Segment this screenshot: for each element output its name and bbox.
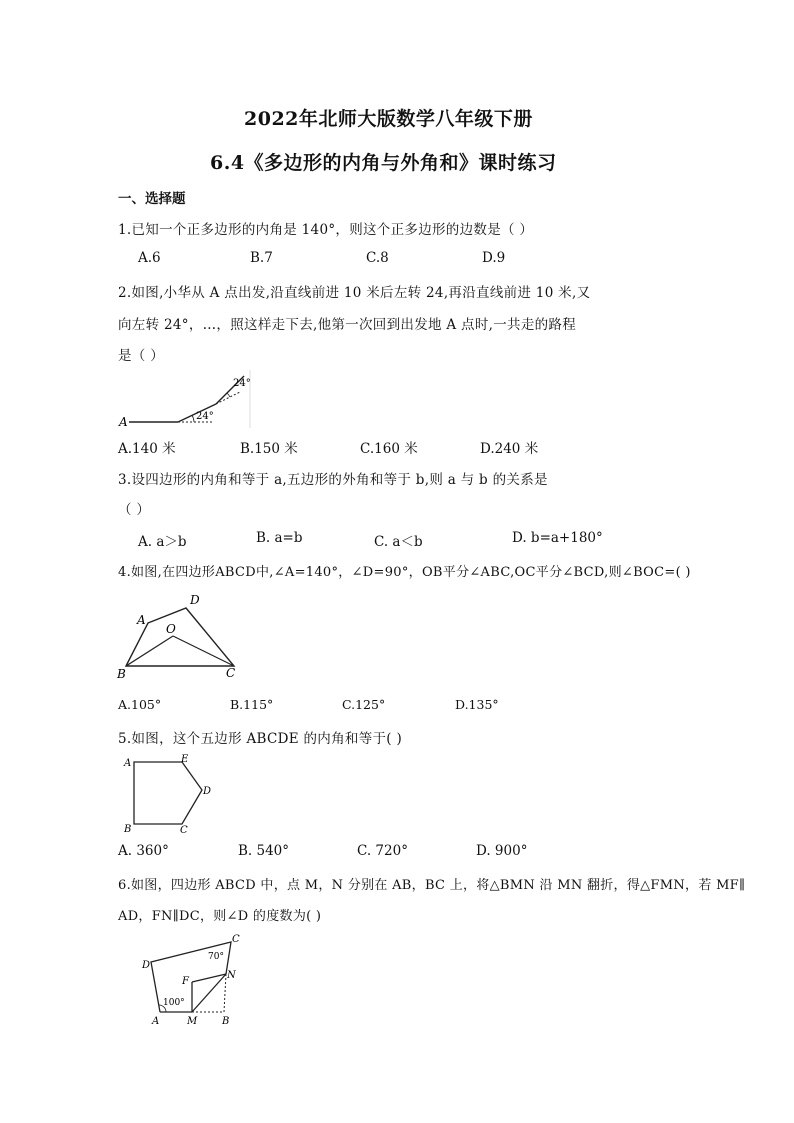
q6-angle-a-label: 100°: [163, 998, 185, 1008]
lesson-title: 6.4《多边形的内角与外角和》课时练习: [210, 152, 557, 174]
q2-option-b: B.150 米: [240, 441, 298, 457]
q2-option-d: D.240 米: [480, 441, 539, 457]
q2-option-c: C.160 米: [360, 441, 418, 457]
document-title: 2022年北师大版数学八年级下册: [244, 108, 533, 130]
q5-point-a-label: A: [124, 758, 132, 769]
q6-fold-figure: [136, 932, 256, 1028]
q3-option-a: A. a＞b: [138, 534, 187, 550]
q6-point-f-label: F: [182, 976, 189, 987]
q5-point-e-label: E: [181, 754, 189, 765]
q6-point-n-label: N: [227, 970, 236, 981]
q5-point-c-label: C: [180, 825, 188, 836]
q1-option-c: C.8: [366, 250, 389, 266]
q4-point-b-label: B: [117, 667, 126, 680]
q5-pentagon-figure: [120, 752, 220, 836]
question-5-text: 5.如图，这个五边形 ABCDE 的内角和等于( ): [118, 731, 403, 747]
q4-point-o-label: O: [166, 622, 176, 636]
q6-angle-c-label: 70°: [208, 952, 224, 962]
question-6-line-2: AD，FN∥DC，则∠D 的度数为( ): [118, 909, 322, 924]
q3-option-b: B. a=b: [256, 530, 303, 546]
question-4-text: 4.如图,在四边形ABCD中,∠A=140°，∠D=90°，OB平分∠ABC,OC平分∠BCD,则∠BOC=( ): [118, 565, 691, 580]
q6-point-b-label: B: [222, 1016, 230, 1027]
q2-point-a-label: A: [119, 415, 128, 429]
q6-point-c-label: C: [232, 934, 240, 945]
q5-option-d: D. 900°: [476, 843, 528, 859]
q6-point-m-label: M: [187, 1016, 198, 1027]
q2-angle-label-2: 24°: [233, 378, 251, 389]
q2-path-figure: [116, 370, 256, 432]
q1-option-d: D.9: [482, 250, 506, 266]
question-2-line-3: 是（ ）: [118, 348, 164, 364]
q3-option-c: C. a＜b: [374, 534, 423, 550]
q2-option-a: A.140 米: [118, 441, 176, 457]
q6-point-a-label: A: [152, 1016, 160, 1027]
q4-point-a-label: A: [137, 613, 146, 627]
q5-option-b: B. 540°: [238, 843, 290, 859]
question-2-line-1: 2.如图,小华从 A 点出发,沿直线前进 10 米后左转 24,再沿直线前进 10 米,又: [118, 285, 591, 301]
section-heading: 一、选择题: [118, 191, 186, 207]
q4-option-a: A.105°: [118, 697, 162, 712]
q6-point-d-label: D: [142, 960, 151, 971]
q1-option-b: B.7: [250, 250, 273, 266]
q5-point-d-label: D: [203, 786, 212, 797]
q5-point-b-label: B: [124, 824, 132, 835]
q5-option-c: C. 720°: [357, 843, 408, 859]
question-1-text: 1.已知一个正多边形的内角是 140°，则这个正多边形的边数是（ ）: [118, 222, 534, 238]
question-3-line-2: （ ）: [118, 502, 151, 518]
question-2-line-2: 向左转 24°，…，照这样走下去,他第一次回到出发地 A 点时,一共走的路程: [118, 317, 577, 333]
q4-option-c: C.125°: [342, 697, 386, 712]
q5-option-a: A. 360°: [118, 843, 169, 859]
q4-option-d: D.135°: [455, 697, 499, 712]
q1-option-a: A.6: [138, 250, 161, 266]
q4-point-d-label: D: [190, 593, 200, 607]
question-3-line-1: 3.设四边形的内角和等于 a,五边形的外角和等于 b,则 a 与 b 的关系是: [118, 472, 548, 488]
q2-angle-label-1: 24°: [196, 411, 214, 422]
q4-point-c-label: C: [226, 666, 236, 680]
q4-quadrilateral-figure: [114, 588, 244, 680]
question-6-line-1: 6.如图，四边形 ABCD 中，点 M，N 分别在 AB，BC 上，将△BMN 沿 MN 翻折，得△FMN，若 MF∥: [118, 878, 746, 893]
q3-option-d: D. b=a+180°: [512, 530, 603, 546]
q4-option-b: B.115°: [230, 697, 274, 712]
